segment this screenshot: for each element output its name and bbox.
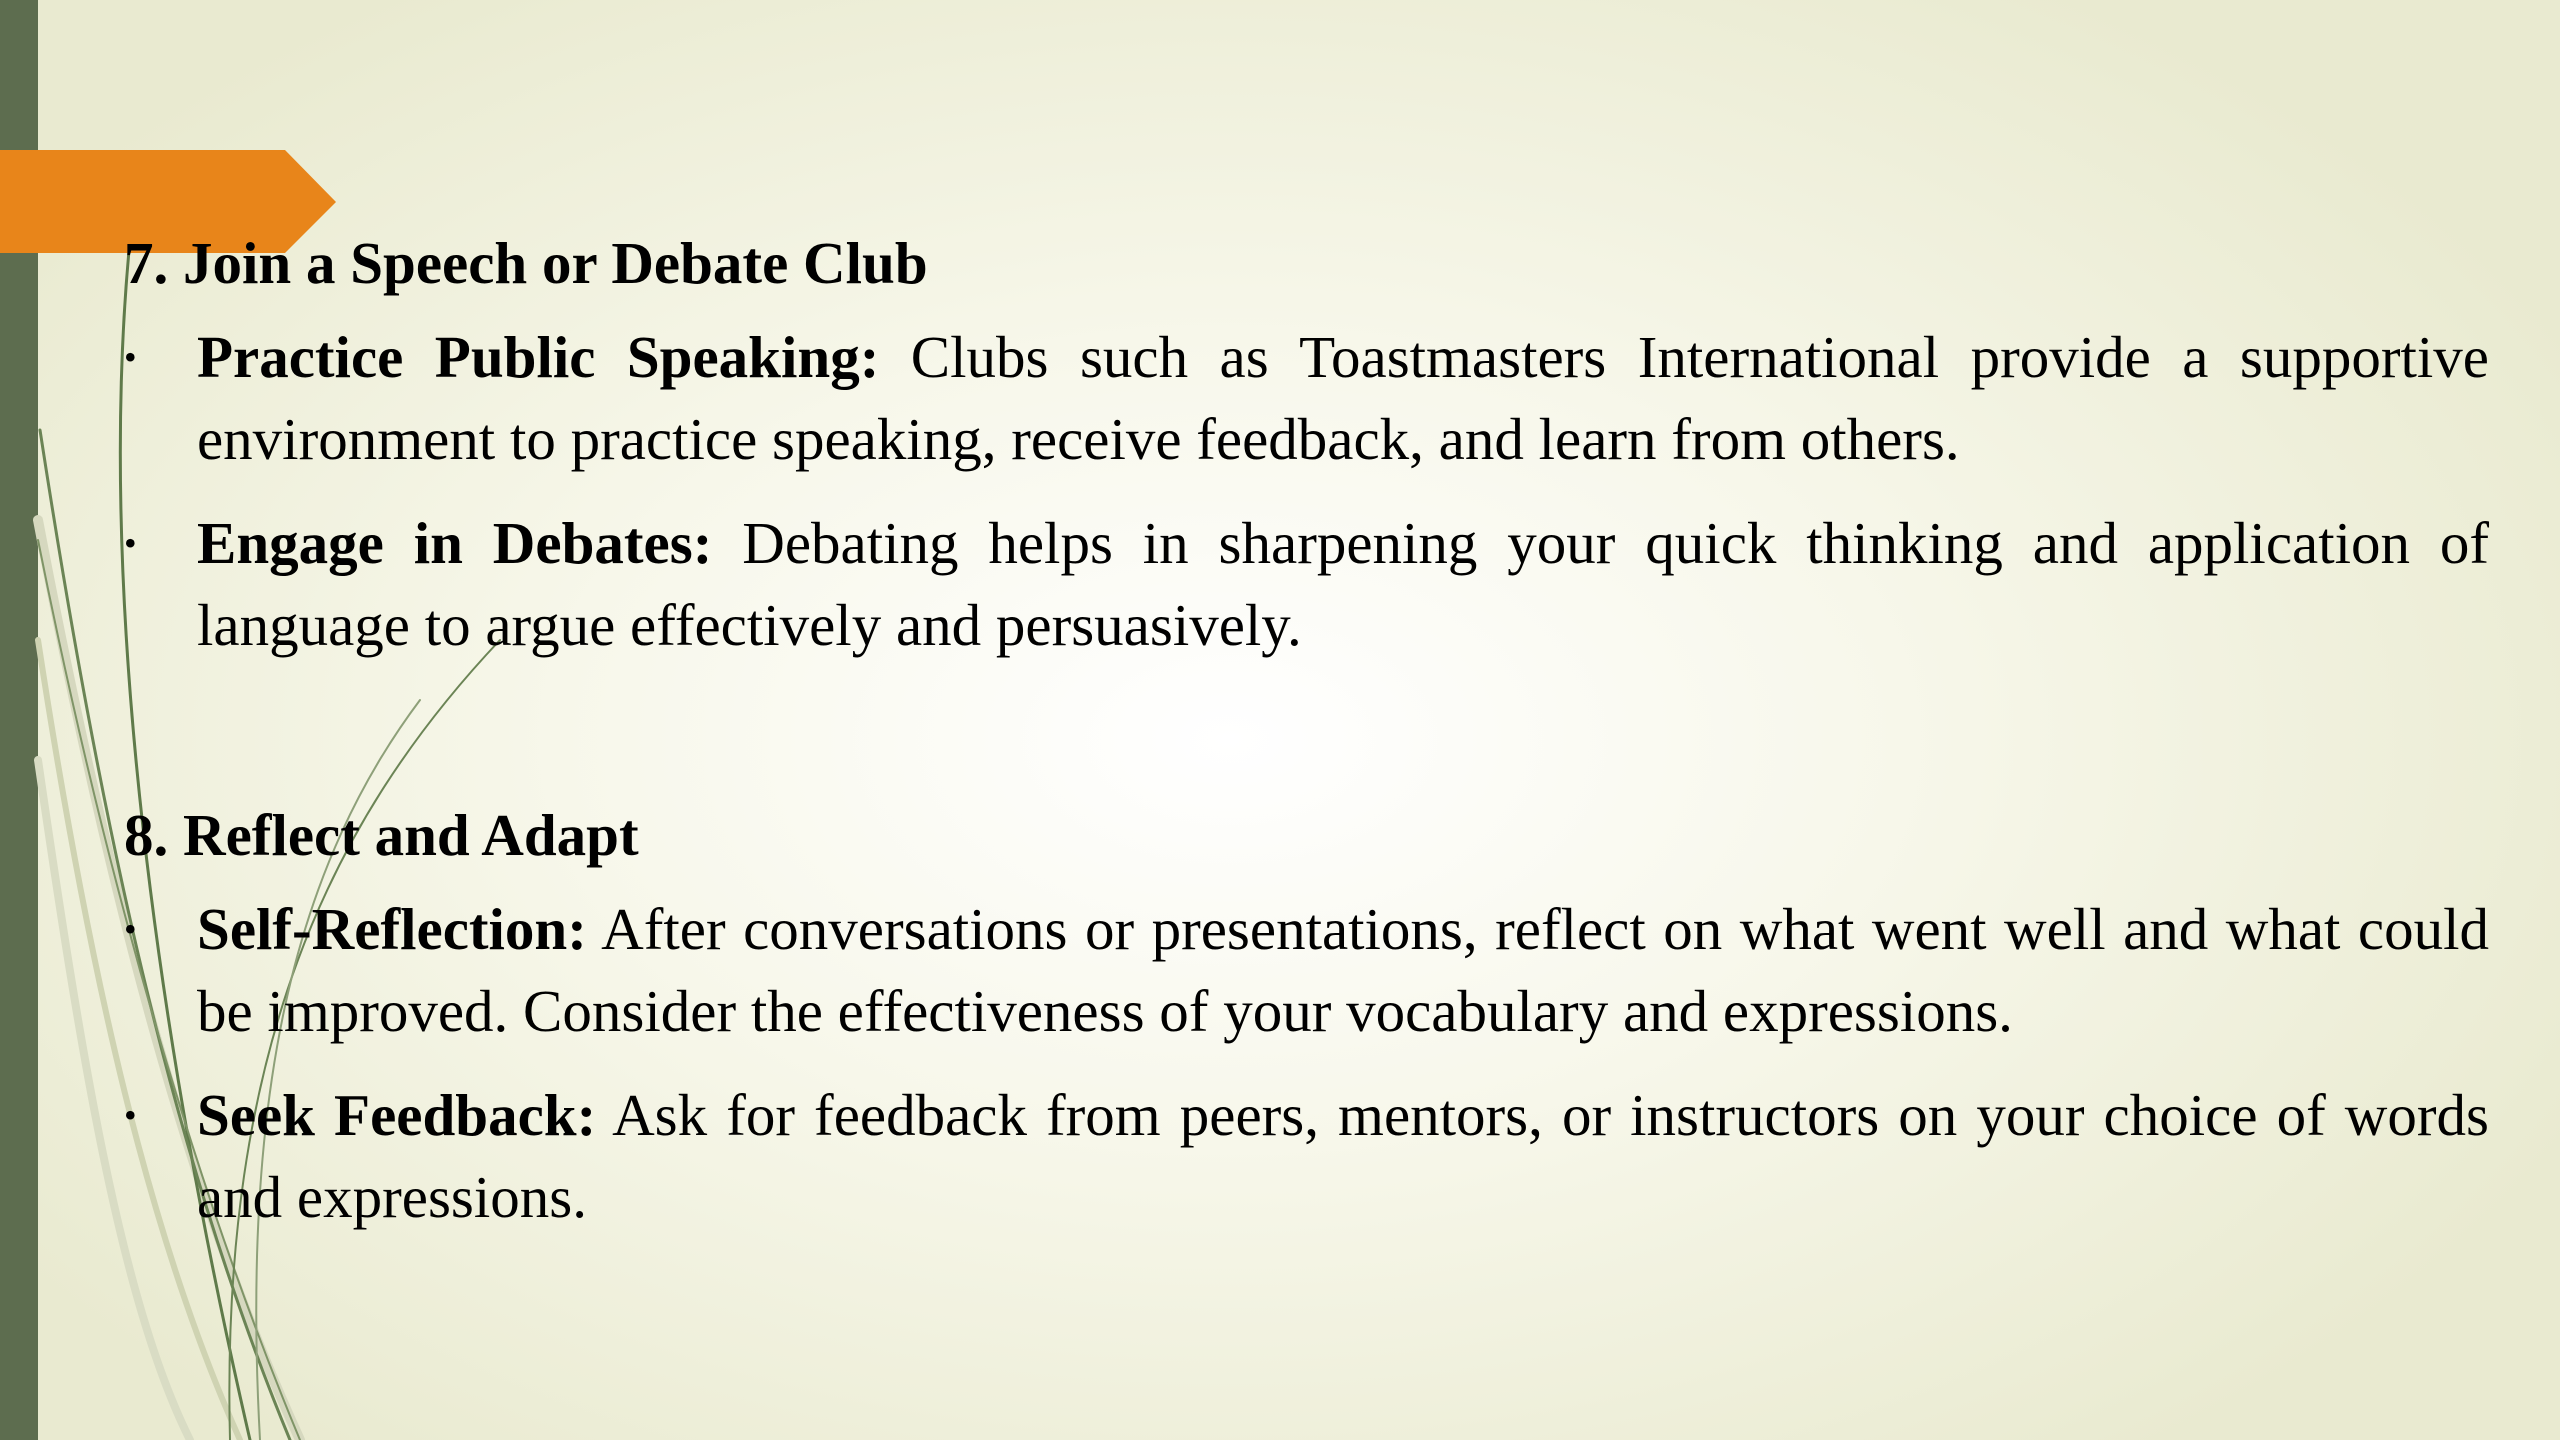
section-title: 8. Reflect and Adapt [124, 802, 639, 868]
bullet-dot: • [124, 909, 137, 949]
bullet-text: Debating helps in sharpening your quick thinking and application of language to argue effectively and persuasively. [197, 510, 2490, 658]
bullet-dot: • [124, 523, 137, 563]
bullet-text: Clubs such as Toastmasters International provide a supportive environment to practice speaking, receive feedback, and learn from others. [197, 324, 2489, 472]
bullet-term: Engage in Debates: [197, 510, 713, 576]
bullet-text: After conversations or presentations, reflect on what went well and what could be improved. Consider the effectiveness of your vocabulary and expressions. [197, 896, 2489, 1044]
section-speech-debate [124, 222, 2489, 666]
section-reflect-adapt [124, 794, 2489, 1238]
bullet-term: Self-Reflection: [197, 896, 587, 962]
bullet-term: Practice Public Speaking: [197, 324, 880, 390]
bullet-term: Seek Feedback: [197, 1082, 597, 1148]
list-item [124, 888, 2489, 1052]
list-item [124, 1074, 2489, 1238]
list-item [124, 502, 2489, 666]
bullet-text: Ask for feedback from peers, mentors, or instructors on your choice of words and expressions. [197, 1082, 2489, 1230]
list-item [124, 316, 2489, 480]
section-title: 7. Join a Speech or Debate Club [124, 230, 928, 296]
bullet-dot: • [124, 1095, 137, 1135]
slide-content [124, 222, 2489, 1260]
bullet-dot: • [124, 337, 137, 377]
